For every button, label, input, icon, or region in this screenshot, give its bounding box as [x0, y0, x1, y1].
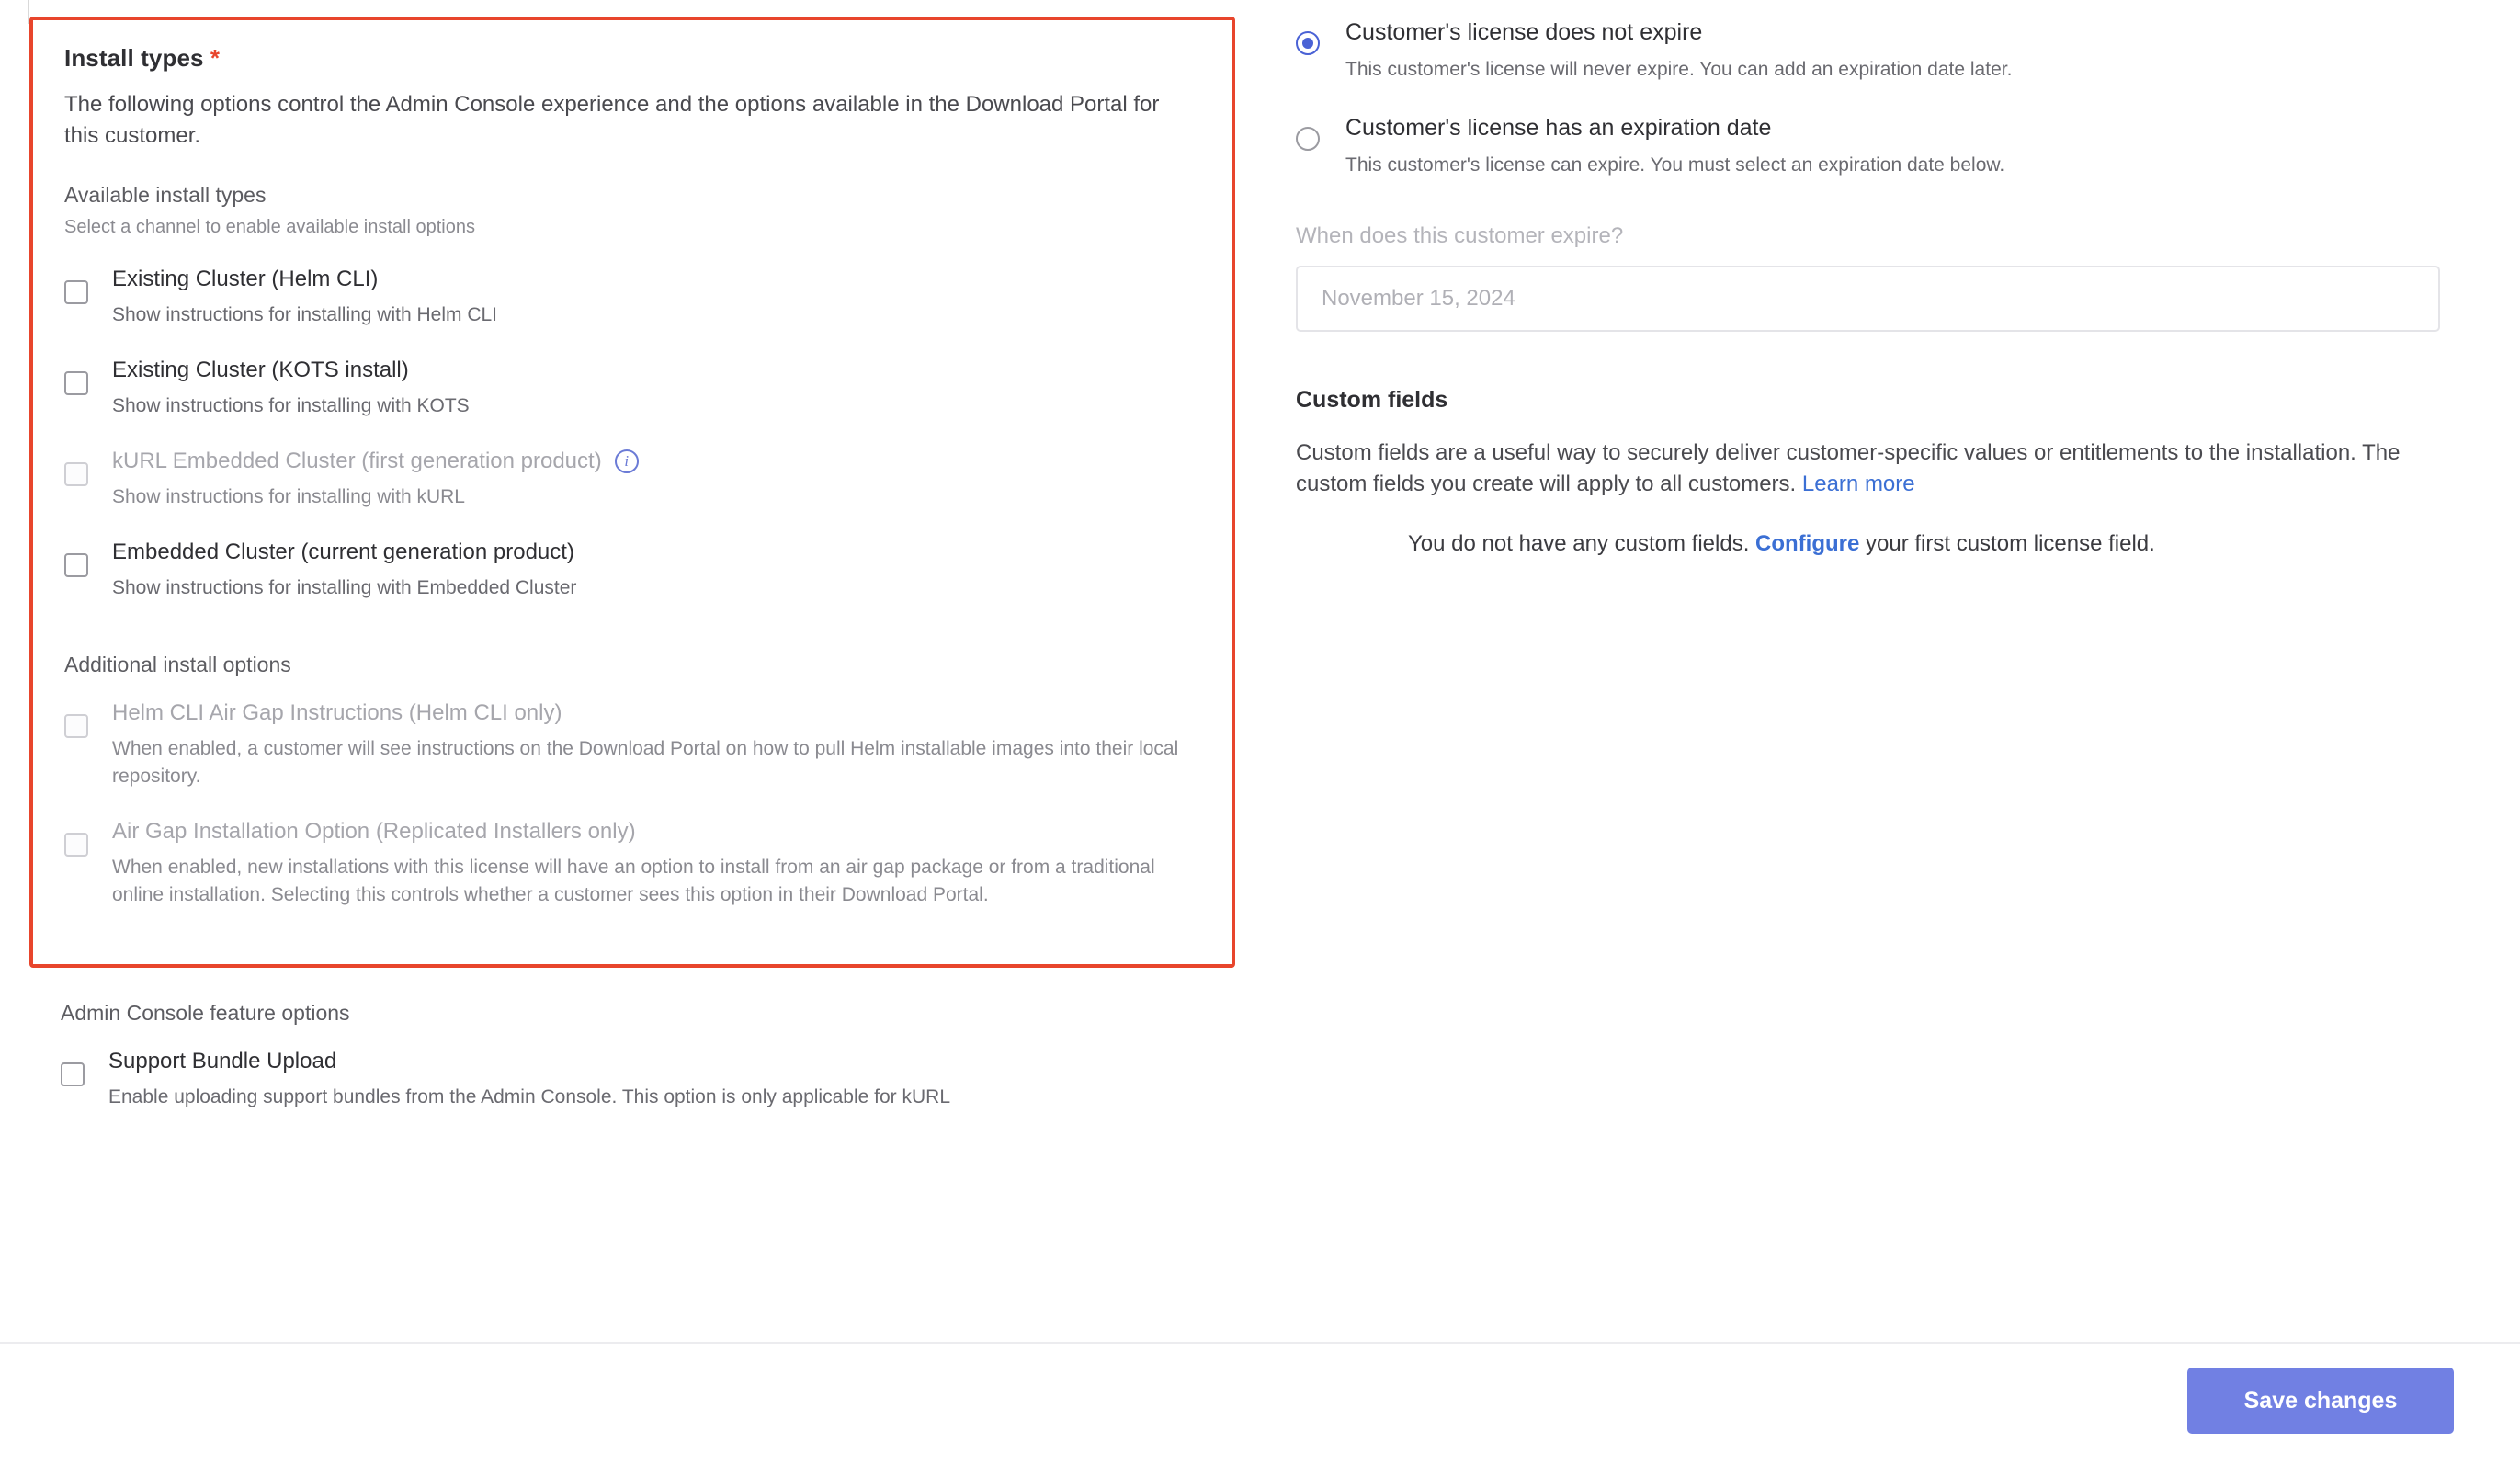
custom-fields-title: Custom fields [1296, 386, 1448, 413]
install-option-kots-sub: Show instructions for installing with KOTS [112, 394, 470, 416]
additional-option-helm-airgap-sub: When enabled, a customer will see instructions on the Download Portal on how to pull Helm installable images into their local repository. [112, 738, 1179, 788]
expiration-option-has-date-body [1345, 114, 2520, 178]
install-types-column [0, 0, 1287, 1138]
admin-console-option-support-bundle-upload-sub: Enable uploading support bundles from the Admin Console. This option is only applicable for kURL [108, 1085, 950, 1107]
form-footer [0, 1342, 2520, 1465]
additional-option-airgap-install[interactable] [64, 818, 1200, 909]
install-option-kurl-label: kURL Embedded Cluster (first generation product) [112, 448, 602, 473]
install-option-kots-body [112, 357, 1200, 420]
custom-fields-empty-suffix: your first custom license field. [1859, 530, 2155, 556]
custom-fields-description-text: Custom fields are a useful way to securely deliver customer-specific values or entitlements to the installation. The custom fields you create will apply to all customers. [1296, 439, 2401, 496]
additional-option-airgap-install-label: Air Gap Installation Option (Replicated Installers only) [112, 819, 636, 845]
required-marker: * [210, 44, 221, 72]
install-option-embedded-cluster-label: Embedded Cluster (current generation product) [112, 539, 574, 564]
additional-option-helm-airgap[interactable] [64, 699, 1200, 790]
expiration-option-has-date-sub: This customer's license can expire. You must select an expiration date below. [1345, 154, 2005, 176]
expiration-date-label: When does this customer expire? [1296, 222, 1624, 248]
checkbox-kots[interactable] [64, 371, 88, 395]
checkbox-kurl[interactable] [64, 462, 88, 486]
expiration-option-never-sub: This customer's license will never expire. You can add an expiration date later. [1345, 59, 2013, 80]
checkbox-support-bundle-upload[interactable] [61, 1062, 85, 1086]
additional-option-airgap-install-sub: When enabled, new installations with this license will have an option to install from an air gap package or from a traditional online installation. Selecting this controls whether a customer sees this option in their Download Portal. [112, 857, 1155, 905]
custom-fields-description [1296, 437, 2426, 500]
admin-console-option-support-bundle-upload[interactable] [61, 1048, 1204, 1111]
admin-console-feature-options [29, 1001, 1235, 1111]
info-icon[interactable]: i [615, 449, 639, 473]
expiration-option-never[interactable] [1287, 18, 2520, 83]
additional-option-helm-airgap-label: Helm CLI Air Gap Instructions (Helm CLI only) [112, 700, 562, 726]
install-option-helm-cli-body [112, 266, 1200, 329]
admin-console-option-support-bundle-upload-label: Support Bundle Upload [108, 1048, 337, 1073]
install-option-kurl-sub: Show instructions for installing with kURL [112, 485, 465, 507]
install-option-kurl-label-row [112, 448, 1200, 475]
checkbox-embedded-cluster[interactable] [64, 553, 88, 577]
install-option-embedded-cluster[interactable] [64, 539, 1200, 602]
install-option-embedded-cluster-body [112, 539, 1200, 602]
custom-fields-empty-prefix: You do not have any custom fields. [1408, 530, 1756, 556]
expiration-date-placeholder: November 15, 2024 [1322, 285, 1515, 311]
expiration-option-never-body [1345, 18, 2520, 83]
checkbox-helm-cli[interactable] [64, 280, 88, 304]
install-types-description: The following options control the Admin Console experience and the options available in the Download Portal for this customer. [64, 92, 1160, 149]
install-option-kurl[interactable] [64, 448, 1200, 511]
admin-console-option-support-bundle-upload-body [108, 1048, 1204, 1111]
configure-custom-fields-link[interactable]: Configure [1755, 530, 1860, 556]
available-install-types-heading: Available install types [64, 183, 267, 208]
install-option-helm-cli[interactable] [64, 266, 1200, 329]
learn-more-link[interactable]: Learn more [1801, 471, 1915, 496]
install-option-embedded-cluster-sub: Show instructions for installing with Embedded Cluster [112, 576, 577, 598]
admin-console-feature-options-heading: Admin Console feature options [61, 1000, 350, 1025]
license-expiration-column [1287, 0, 2520, 557]
install-types-highlight-box [29, 17, 1235, 968]
install-option-helm-cli-sub: Show instructions for installing with Helm CLI [112, 304, 497, 326]
expiration-date-field[interactable] [1296, 266, 2440, 332]
install-option-helm-cli-label: Existing Cluster (Helm CLI) [112, 267, 379, 292]
checkbox-helm-airgap[interactable] [64, 714, 88, 738]
install-option-kots-label: Existing Cluster (KOTS install) [112, 357, 409, 382]
additional-option-airgap-install-body [112, 818, 1200, 909]
expiration-option-never-label: Customer's license does not expire [1345, 19, 1703, 45]
available-install-types-hint: Select a channel to enable available install options [64, 217, 475, 238]
install-option-kots[interactable] [64, 357, 1200, 420]
install-types-title-text: Install types [64, 44, 204, 72]
expiration-option-has-date-label: Customer's license has an expiration date [1345, 115, 1772, 142]
expiration-option-has-date[interactable] [1287, 114, 2520, 178]
additional-install-options-heading: Additional install options [64, 653, 291, 677]
checkbox-airgap-install[interactable] [64, 833, 88, 857]
install-types-title [64, 44, 1200, 73]
save-changes-button[interactable]: Save changes [2187, 1368, 2454, 1434]
install-option-kurl-body [112, 448, 1200, 511]
custom-fields-empty-state [1408, 531, 2520, 557]
additional-option-helm-airgap-body [112, 699, 1200, 790]
radio-license-has-expiration-date[interactable] [1296, 127, 1320, 151]
radio-license-does-not-expire[interactable] [1296, 31, 1320, 55]
